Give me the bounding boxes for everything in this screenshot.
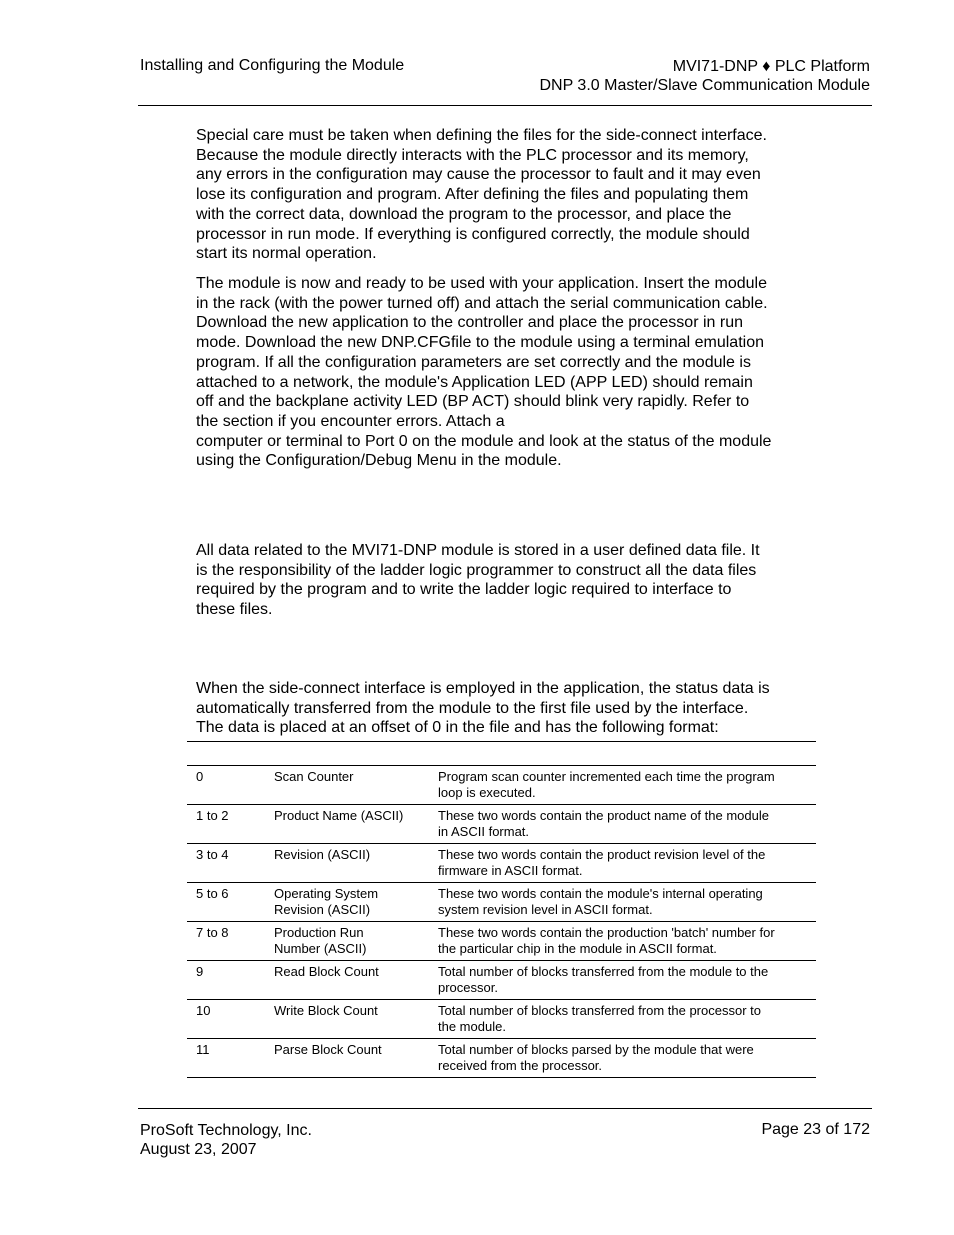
header-product-title <box>539 57 870 95</box>
paragraph-data-files: All data related to the MVI71-DNP module is stored in a user defined data file. It is the responsibility of the ladder logic programmer to construct all the data files required by the program and to write the ladder logic required to interface to these files. <box>196 542 760 619</box>
offset-cell: 10 <box>187 1000 265 1039</box>
content-cell: Scan Counter <box>265 766 429 805</box>
paragraph-module-ready: The module is now and ready to be used with your application. Insert the module in the rack (with the power turned off) and attach the serial communication cable. Download the new application to the controller and place the processor in run mode. Download the new DNP.CFGfile to the module using a terminal emulation program. If all the configuration parameters are set correctly and the module is attached to a network, the module's Application LED (APP LED) should remain off and the backplane activity LED (BP ACT) should blink very rapidly. Refer to the section if you encounter errors. Attach a computer or terminal to Port 0 on the module and look at the status of the module using the Configuration/Debug Menu in the module. <box>196 275 772 470</box>
table-row <box>187 1000 816 1039</box>
description-cell: These two words contain the product revision level of the firmware in ASCII format. <box>429 844 816 883</box>
paragraph-side-connect-care: Special care must be taken when defining the files for the side-connect interface. Because the module directly interacts with the PLC processor and its memory, any errors in the configuration may cause the processor to fault and it may even lose its configuration and program. After defining the files and populating them with the correct data, download the program to the processor, and place the processor in run mode. If everything is configured correctly, the module should start its normal operation. <box>196 127 767 263</box>
description-cell: These two words contain the product name of the module in ASCII format. <box>429 805 816 844</box>
offset-cell: 1 to 2 <box>187 805 265 844</box>
description-cell: These two words contain the production 'batch' number for the particular chip in the module in ASCII format. <box>429 922 816 961</box>
content-cell: Parse Block Count <box>265 1039 429 1078</box>
footer-left <box>140 1121 312 1159</box>
offset-cell: 5 to 6 <box>187 883 265 922</box>
content-cell: Read Block Count <box>265 961 429 1000</box>
description-cell: Total number of blocks parsed by the module that were received from the processor. <box>429 1039 816 1078</box>
offset-cell: 7 to 8 <box>187 922 265 961</box>
table-row <box>187 805 816 844</box>
footer-company: ProSoft Technology, Inc. <box>140 1122 312 1139</box>
content-cell: Production Run Number (ASCII) <box>265 922 429 961</box>
status-data-table <box>187 765 816 1078</box>
offset-cell: 9 <box>187 961 265 1000</box>
content-cell: Revision (ASCII) <box>265 844 429 883</box>
header-section-title: Installing and Configuring the Module <box>140 57 405 74</box>
description-cell: These two words contain the module's internal operating system revision level in ASCII format. <box>429 883 816 922</box>
footer-rule <box>138 1108 872 1109</box>
header-rule <box>138 105 872 106</box>
description-cell: Total number of blocks transferred from the processor to the module. <box>429 1000 816 1039</box>
header-product-line2: DNP 3.0 Master/Slave Communication Module <box>539 77 870 94</box>
description-cell: Total number of blocks transferred from the module to the processor. <box>429 961 816 1000</box>
content-cell: Product Name (ASCII) <box>265 805 429 844</box>
table-row <box>187 883 816 922</box>
offset-cell: 0 <box>187 766 265 805</box>
description-cell: Program scan counter incremented each time the program loop is executed. <box>429 766 816 805</box>
content-cell: Operating System Revision (ASCII) <box>265 883 429 922</box>
table-row <box>187 922 816 961</box>
footer-date: August 23, 2007 <box>140 1141 257 1158</box>
offset-cell: 11 <box>187 1039 265 1078</box>
table-row <box>187 844 816 883</box>
header-product-line1: MVI71-DNP ♦ PLC Platform <box>672 58 870 75</box>
footer-page-number: Page 23 of 172 <box>761 1121 870 1138</box>
table-row <box>187 961 816 1000</box>
table-row <box>187 766 816 805</box>
content-cell: Write Block Count <box>265 1000 429 1039</box>
paragraph-status-data: When the side-connect interface is employed in the application, the status data is automatically transferred from the module to the first file used by the interface. The data is placed at an offset of 0 in the file and has the following format: <box>196 680 770 737</box>
table-top-rule <box>187 741 816 742</box>
offset-cell: 3 to 4 <box>187 844 265 883</box>
table-row <box>187 1039 816 1078</box>
